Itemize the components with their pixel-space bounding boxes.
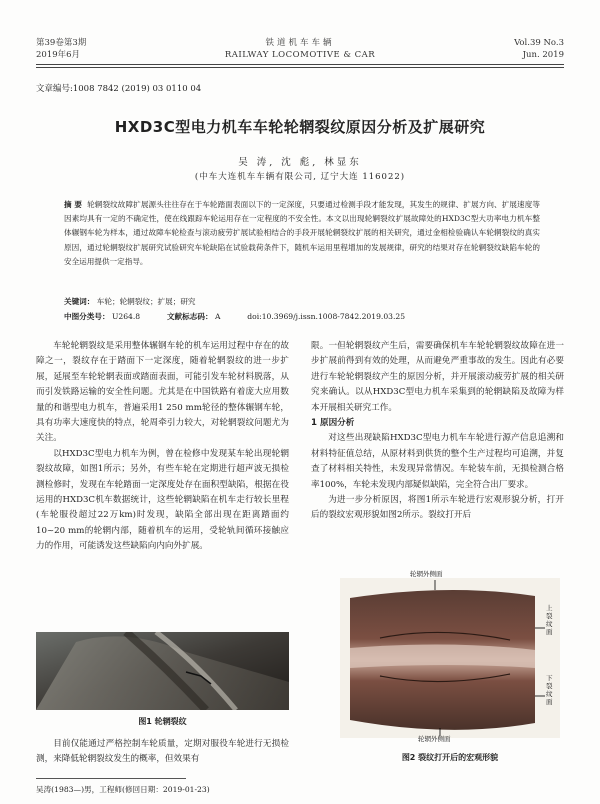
figure-2 [340,570,560,743]
doc-code: A [214,312,221,321]
affiliation: (中车大连机车车辆有限公司, 辽宁大连 116022) [194,172,406,182]
header-date-en: Jun. 2019 [522,50,564,60]
abstract-label: 摘 要 [64,200,83,209]
paragraph: 目前仅能通过严格控制车轮质量，定期对服役车轮进行无损检测，来降低轮辋裂纹发生的概率，但效果有 [36,739,289,765]
clc-code: U264.8 [111,312,141,321]
figure-2-caption: 图2 裂纹打开后的宏观形貌 [401,753,499,762]
figure-1-caption: 图1 轮辋裂纹 [138,717,187,726]
body-column-left [36,339,289,555]
section-heading: 1 原因分析 [311,418,355,429]
paragraph: 为进一步分析原因，将图1所示车轮进行宏观形貌分析，打开后的裂纹宏观形貌如图2所示。裂纹打开后 [311,495,564,521]
paragraph: 限。一但轮辋裂纹产生后，需要确保机车车轮轮辋裂纹故障在进一步扩展前得到有效的处理，从而避免严重事故的发生。因此有必要进行车轮轮辋裂纹产生的原因分析，并开展滚动疲劳扩展的相关研究来确认。以从HXD3C型电力机车采集到的轮辋缺陷及故障为样本开展相关研究工作。 [311,341,564,413]
abstract-text: 轮辋裂纹故障扩展源头往往存在于车轮踏面表面以下的一定深度，只要通过检测手段才能发现，其发生的规律、扩展方向、扩展速度等因素均具有一定的不确定性，使在线跟踪车轮运用存在一定程度的不安全性。本文以出现轮辋裂纹扩展故障处的HXD3C型大功率电力机车整体辗钢车轮为样本，通过故障车轮检查与滚动疲劳扩展试验相结合的手段开展轮辋裂纹扩展的相关研究，通过金相检验确认车轮辋裂纹的真实原因，通过轮辋裂纹扩展研究试验研究车轮缺陷在试验载荷条件下，随机车运用里程增加的发展规律，研究的结果对存在轮辋裂纹缺陷车轮的安全运用提供一定指导。 [64,200,540,266]
body-column-left-bottom [36,737,289,768]
footnote-rule [36,778,186,779]
keywords-label: 关键词 [64,297,87,306]
classification-line: 中图分类号： U264.8 文献标志码： A doi:10.3969/j.issn.1008-7842.2019.03.25 [64,312,406,321]
paragraph: 车轮轮辋裂纹是采用整体辗钢车轮的机车运用过程中存在的故障之一，裂纹存在于踏面下一定深度，随着轮辋裂纹的进一步扩展，延展至车轮轮辋表面或踏面表面，可能引发车轮材料脱落，从而引发铁路运输的安全性问题。尤其是在中国铁路有着庞大应用数量的和谐型电力机车，普遍采用1 250 mm轮径的整体辗钢车轮，具有功率大速度快的特点，轮周牵引力较大，对轮辋裂纹问题尤为关注。 [36,341,289,444]
header-journal-en: RAILWAY LOCOMOTIVE & CAR [224,50,376,60]
fig2-label-bottom: 轮辋外侧面 [418,735,451,743]
header-volume-cn: 第39卷第3期 [36,38,87,48]
fig2-label-lower-right: 下裂纹面 [546,674,553,706]
paragraph: 对这些出现缺陷HXD3C型电力机车车轮进行源产信息追溯和材料特征值总结，从原材料到供货的整个生产过程均可追溯，并复查了材料相关特性，未发现异常情况。车轮装车前，无损检测合格率100%，车轮未发现内部疑似缺陷，完全符合出厂要求。 [311,433,564,490]
article-number: 文章编号:1008 7842 (2019) 03 0110 04 [36,84,202,94]
abstract [64,198,540,269]
keywords-line: 关键词： 车轮；轮辋裂纹；扩展；研究 [64,297,196,306]
figure-1-photo [36,632,289,710]
body-column-right [311,339,564,524]
fig2-label-upper-right: 上裂纹面 [546,604,553,636]
keywords-text: 车轮；轮辋裂纹；扩展；研究 [96,297,196,306]
paragraph: 以HXD3C型电力机车为例，曾在检修中发现某车轮出现轮辋裂纹故障，如图1所示；另外，有些车轮在定期进行超声波无损检测检修时，发现在车轮踏面一定深度处存在面积型缺陷，根据在役运用的HXD3C机车数据统计，这些轮辋缺陷在机车走行较长里程(车轮服役超过22万km)时发现，缺陷全部出现在距离踏面约10~20 mm的轮辋内部，随着机车的运用，受轮轨间循环接触应力的作用，可能诱发这些缺陷向内向外扩展。 [36,448,289,552]
clc-label: 中图分类号 [64,312,102,321]
doc-code-label: 文献标志码 [166,312,205,321]
header-volume-en: Vol.39 No.3 [514,38,564,48]
header-rule-thin [36,67,564,68]
header-rule [36,64,564,65]
crack-surface-image [340,578,560,738]
fig2-label-top: 轮辋外侧面 [410,570,443,578]
doi: doi:10.3969/j.issn.1008-7842.2019.03.25 [247,312,406,321]
footnote: 吴涛(1983—)男，工程师(修回日期：2019-01-23) [36,785,210,794]
header-date-cn: 2019年6月 [36,50,81,60]
wheel-rim-crack-image [36,632,289,710]
authors: 吴 涛, 沈 彪, 林显东 [238,157,362,168]
header-journal-cn: 铁道机车车辆 [265,38,335,48]
page-title: HXD3C型电力机车车轮轮辋裂纹原因分析及扩展研究 [114,118,486,136]
